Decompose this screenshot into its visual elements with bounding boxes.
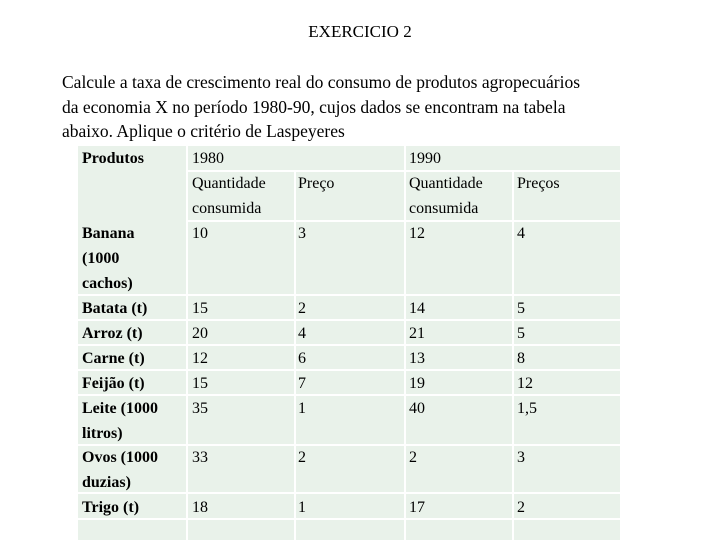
- product-name: Feijão (t): [82, 375, 145, 392]
- quantity-1980: 33: [192, 449, 208, 466]
- exercise-statement: [62, 70, 662, 144]
- header-price-1990: Preços: [517, 175, 560, 192]
- header-quantity-1990: Quantidade: [409, 175, 483, 192]
- price-1990: 5: [517, 300, 525, 317]
- header-quantity-1980: Quantidade: [192, 175, 266, 192]
- quantity-1980: 18: [192, 499, 208, 516]
- quantity-1990: 21: [409, 325, 425, 342]
- product-name: Carne (t): [82, 350, 145, 367]
- quantity-1990: 12: [409, 225, 425, 242]
- product-name: Banana: [82, 225, 135, 242]
- price-1980: 3: [298, 225, 306, 242]
- header-quantity-1990-line2: consumida: [409, 200, 479, 217]
- product-name: Batata (t): [82, 300, 148, 317]
- quantity-1990: 19: [409, 375, 425, 392]
- header-products: Produtos: [82, 150, 144, 167]
- header-year-1990: 1990: [409, 150, 441, 167]
- product-name: Leite (1000: [82, 400, 158, 417]
- exercise-title: EXERCICIO 2: [308, 22, 412, 41]
- price-1990: 1,5: [517, 400, 537, 417]
- product-name: Arroz (t): [82, 325, 143, 342]
- header-price-1980: Preço: [298, 175, 335, 192]
- price-1990: 3: [517, 449, 525, 466]
- consumption-table: [78, 146, 620, 540]
- price-1990: 2: [517, 499, 525, 516]
- quantity-1990: 17: [409, 499, 425, 516]
- price-1990: 8: [517, 350, 525, 367]
- price-1980: 1: [298, 400, 306, 417]
- price-1990: 4: [517, 225, 525, 242]
- quantity-1980: 15: [192, 375, 208, 392]
- header-quantity-1980-line2: consumida: [192, 200, 262, 217]
- statement-line: da economia X no período 1980-90, cujos dados se encontram na tabela: [62, 96, 566, 117]
- price-1990: 12: [517, 375, 533, 392]
- header-year-1980: 1980: [192, 150, 224, 167]
- product-name-line: litros): [82, 425, 123, 442]
- quantity-1990: 2: [409, 449, 417, 466]
- product-name-line: (1000: [82, 250, 120, 267]
- quantity-1990: 40: [409, 400, 425, 417]
- price-1980: 6: [298, 350, 306, 367]
- product-name: Trigo (t): [82, 499, 140, 516]
- quantity-1990: 13: [409, 350, 425, 367]
- product-name-line: cachos): [82, 275, 133, 292]
- price-1990: 5: [517, 325, 525, 342]
- quantity-1980: 35: [192, 400, 208, 417]
- price-1980: 2: [298, 300, 306, 317]
- statement-line: abaixo. Aplique o critério de Laspeyeres: [62, 121, 345, 141]
- price-1980: 4: [298, 325, 306, 342]
- quantity-1980: 15: [192, 300, 208, 317]
- quantity-1990: 14: [409, 300, 425, 317]
- quantity-1980: 10: [192, 225, 208, 242]
- product-name-line: duzias): [82, 474, 131, 491]
- product-name: Ovos (1000: [82, 449, 158, 466]
- quantity-1980: 20: [192, 325, 208, 342]
- price-1980: 2: [298, 449, 306, 466]
- statement-line: Calcule a taxa de crescimento real do consumo de produtos agropecuários: [62, 72, 581, 92]
- price-1980: 7: [298, 375, 306, 392]
- price-1980: 1: [298, 499, 306, 516]
- quantity-1980: 12: [192, 350, 208, 367]
